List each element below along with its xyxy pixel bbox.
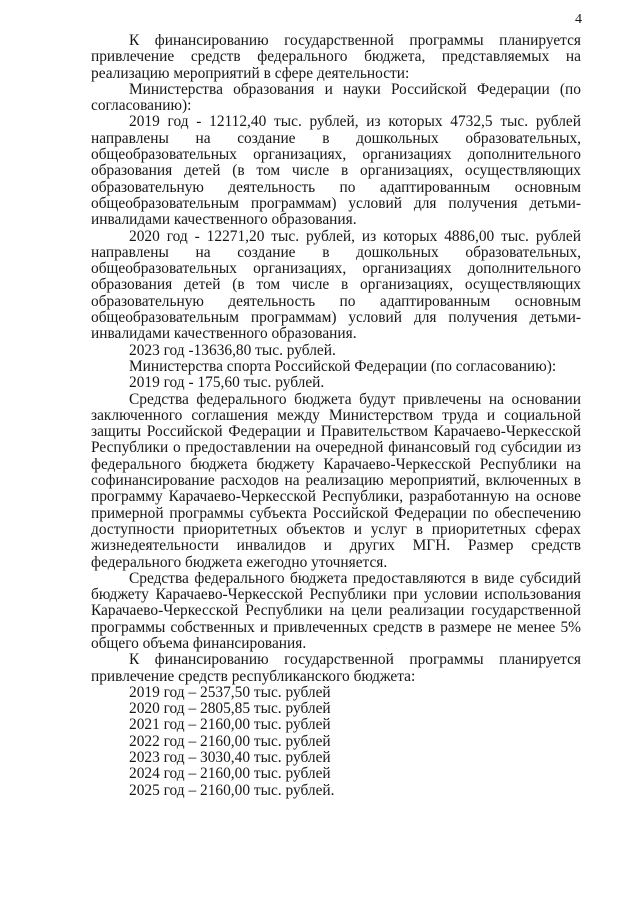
regional-budget-list xyxy=(91,685,581,799)
list-item: 2025 год – 2160,00 тыс. рублей. xyxy=(129,781,335,799)
paragraph-ministry-education: Министерства образования и науки Российской Федерации (по согласованию): xyxy=(91,80,581,115)
list-item: 2023 год – 3030,40 тыс. рублей xyxy=(129,749,331,767)
list-item: 2024 год – 2160,00 тыс. рублей xyxy=(129,765,331,783)
list-item: 2020 год – 2805,85 тыс. рублей xyxy=(129,700,331,718)
paragraph-ministry-sport: Министерства спорта Российской Федерации (по согласованию): xyxy=(129,357,557,375)
paragraph-subsidies: Средства федерального бюджета предоставляются в виде субсидий бюджету Карачаево-Черкесской Республики при условии использования Карачаево-Черкесской Республики на цели реализации государственной программы собственных и привлеченных средств в размере не менее 5% общего объема финансирования. xyxy=(91,569,581,652)
document-body xyxy=(91,33,581,799)
list-item: 2022 год – 2160,00 тыс. рублей xyxy=(129,732,331,750)
paragraph-federal-agreement: Средства федерального бюджета будут привлечены на основании заключенного соглашения между Министерством труда и социальной защиты Российской Федерации и Правительством Карачаево-Черкесской Республики о предоставлении на очередной финансовый год субсидии из федерального бюджета бюджету Карачаево-Черкесской Республики на софинансирование расходов на реализацию мероприятий, включенных в программу Карачаево-Черкесской Республики, разработанную на основе примерной программы субъекта Российской Федерации по обеспечению доступности приоритетных объектов и услуг в приоритетных сферах жизнедеятельности инвалидов и других МГН. Размер средств федерального бюджета ежегодно уточняется. xyxy=(91,390,581,571)
list-item: 2019 год – 2537,50 тыс. рублей xyxy=(129,683,331,701)
paragraph-education-2020: 2020 год - 12271,20 тыс. рублей, из которых 4886,00 тыс. рублей направлены на создание в дошкольных образовательных, общеобразовательных организациях, организациях дополнительного образования детей (в том числе в организациях, осуществляющих образовательную деятельность по адаптированным основным общеобразовательным программам) условий для получения детьми-инвалидами качественного образования. xyxy=(91,227,581,343)
paragraph-education-2019: 2019 год - 12112,40 тыс. рублей, из которых 4732,5 тыс. рублей направлены на создание в дошкольных образовательных, общеобразовательных организациях, организациях дополнительного образования детей (в том числе в организациях, осуществляющих образовательную деятельность по адаптированным основным общеобразовательным программам) условий для получения детьми-инвалидами качественного образования. xyxy=(91,113,581,229)
paragraph-regional-intro: К финансированию государственной программы планируется привлечение средств республиканского бюджета: xyxy=(91,651,581,685)
page-number: 4 xyxy=(575,12,582,27)
list-item: 2021 год – 2160,00 тыс. рублей xyxy=(129,716,331,734)
paragraph-federal-intro: К финансированию государственной программы планируется привлечение средств федерального бюджета, представляемых на реализацию мероприятий в сфере деятельности: xyxy=(91,32,581,82)
paragraph-sport-2019: 2019 год - 175,60 тыс. рублей. xyxy=(129,374,325,392)
paragraph-education-2023: 2023 год -13636,80 тыс. рублей. xyxy=(129,341,336,359)
